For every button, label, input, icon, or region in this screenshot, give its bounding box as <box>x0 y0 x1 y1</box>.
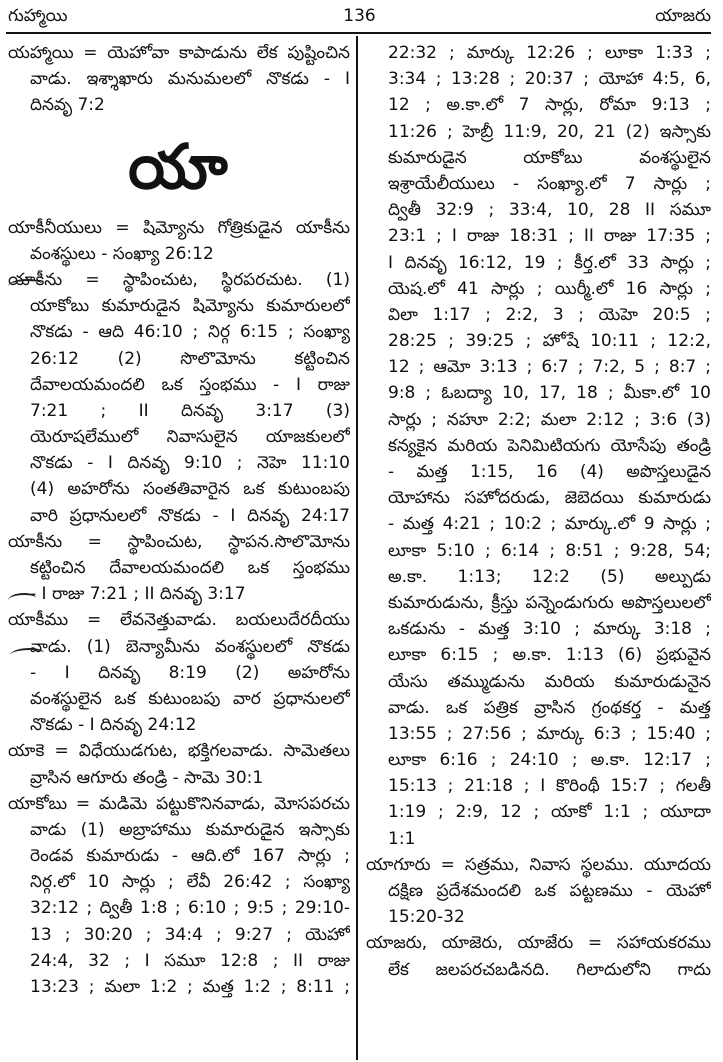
text-line: వాడు. ఒక పత్రిక వ్రాసిన గ్రంథకర్త - మత్త <box>388 697 711 718</box>
text-line: వాడు. ఇశ్శాఖారు మనుమలలో నొకడు - I <box>30 69 350 90</box>
pen-mark <box>8 593 36 605</box>
header-right-guideword: యాజరు <box>655 6 711 26</box>
text-line: 22:32 ; మార్కు 12:26 ; లూకా 1:33 ; <box>388 43 711 63</box>
text-line: యాజరు, యాజెరు, యాజేరు = సహాయకరము <box>366 933 711 954</box>
text-line: 13:55 ; 27:56 ; మార్కు 6:3 ; 15:40 ; <box>388 723 711 744</box>
text-line: - I దినవృ 8:19 (2) అహరోను <box>30 662 350 683</box>
text-line: దేవాలయమందలి ఒక స్తంభము - I రాజు <box>30 374 350 395</box>
text-line: వాడు (1) అబ్రాహాము కుమారుడైన ఇస్సాకు <box>30 819 350 840</box>
pen-mark <box>10 648 44 660</box>
left-column <box>8 40 350 1000</box>
text-line: యాకీనీయులు = షిమ్యోను గోత్రికుడైన యాకీను <box>8 217 350 238</box>
text-line: యెరూషలేములో నివాసులైన యాజకులలో <box>30 427 350 448</box>
text-line: 28:25 ; 39:25 ; హోషే 10:11 ; 12:2, <box>388 331 711 352</box>
text-line: 3:34 ; 13:28 ; 20:37 ; యోహా 4:5, 6, <box>388 69 711 90</box>
text-line: ద్వితీ 32:9 ; 33:4, 10, 28 II సమూ <box>388 200 711 221</box>
text-line: దినవృ 7:2 <box>30 95 105 116</box>
text-line: దక్షిణ ప్రదేశమందలి ఒక పట్టణము - యెహో <box>388 881 711 901</box>
text-line: 13 ; 30:20 ; 34:4 ; 9:27 ; యెహో <box>30 924 350 945</box>
text-line: 23:1 ; I రాజు 18:31 ; II రాజు 17:35 ; <box>388 226 711 247</box>
page-number: 136 <box>343 6 376 26</box>
text-line: యెష.లో 41 సార్లు ; యిర్మీ.లో 16 సార్లు ; <box>388 278 711 299</box>
text-line: లూకా 6:15 ; అ.కా. 1:13 (6) ప్రభువైన <box>388 645 711 666</box>
column-divider <box>356 36 358 1060</box>
text-line: ఇశ్రాయేలీయులు - సంఖ్యా.లో 7 సార్లు ; <box>388 173 711 194</box>
text-line: రెండవ కుమారుడు - ఆది.లో 167 సార్లు ; <box>30 846 350 867</box>
text-line: యాగూరు = సత్రము, నివాస స్థలము. యూదయ <box>366 854 711 875</box>
text-line: 1:1 <box>388 828 416 849</box>
text-line: వంశస్థులైన ఒక కుటుంబపు వార ప్రధానులలో <box>30 688 350 709</box>
text-line: వాడు. (1) బెన్యామీను వంశస్థులలో నొకడు <box>30 636 350 657</box>
text-line: ఒకడును - మత్త 3:10 ; మార్కు 3:18 ; <box>388 619 711 640</box>
header-rule <box>6 32 711 34</box>
text-line: విలా 1:17 ; 2:2, 3 ; యెహె 20:5 ; <box>388 304 711 325</box>
text-line: - మత్త 4:21 ; 10:2 ; మార్కు.లో 9 సార్లు ; <box>388 514 711 535</box>
text-line: I దినవృ 16:12, 19 ; కీర్త.లో 33 సార్లు ; <box>388 252 711 273</box>
text-line: 12 ; అ.కా.లో 7 సార్లు, రోమా 9:13 ; <box>388 95 711 116</box>
text-line: యేసు తమ్ముడును మరియ కుమారుడునైన <box>388 671 711 692</box>
pen-mark <box>8 279 42 291</box>
text-line: 12 ; ఆమో 3:13 ; 6:7 ; 7:2, 5 ; 8:7 ; <box>388 357 711 378</box>
text-line: 9:8 ; ఓబద్యా 10, 17, 18 ; మీకా.లో 10 <box>388 383 711 404</box>
text-line: 11:26 ; హెబ్రీ 11:9, 20, 21 (2) ఇస్సాకు <box>388 121 711 142</box>
text-line: 26:12 (2) సొలొమోను కట్టించిన <box>30 348 350 369</box>
text-line: 15:20-32 <box>388 907 465 928</box>
text-line: వారి ప్రధానులలో నొకడు - I దినవృ 24:17 <box>30 505 350 526</box>
text-line: అ.కా. 1:13; 12:2 (5) అల్పుడు <box>388 566 711 587</box>
text-line: 1:19 ; 2:9, 12 ; యాకో 1:1 ; యూదా <box>388 802 711 823</box>
text-line: కట్టించిన దేవాలయమందలి ఒక స్తంభము <box>30 558 350 578</box>
text-line: యాకీను = స్థాపించుట, స్థిరపరచుట. (1) <box>8 269 350 290</box>
text-line: కన్యకైన మరియ పెనిమిటియగు యోసేపు తండ్రి <box>388 435 711 456</box>
text-line: వంశస్థులు - సంఖ్యా 26:12 <box>30 243 214 264</box>
text-line: యాకీము = లేవనెత్తువాడు. బయలుదేరదీయు <box>8 610 350 631</box>
text-line: కుమారుడును, క్రీస్తు పన్నెండుగురు అపొస్తలులలో <box>388 592 711 613</box>
text-line: కుమారుడైన యాకోబు వంశస్థులైన <box>388 147 711 168</box>
text-line: నిర్గ.లో 10 సార్లు ; లేవీ 26:42 ; సంఖ్యా <box>30 872 350 893</box>
header-left-guideword: గుహ్మాయి <box>8 6 68 26</box>
text-line: లూకా 6:16 ; 24:10 ; అ.కా. 12:17 ; <box>388 750 711 771</box>
text-line: వ్రాసిన ఆగూరు తండ్రి - సామె 30:1 <box>30 767 264 788</box>
text-line: 7:21 ; II దినవృ 3:17 (3) <box>30 400 350 421</box>
text-line: యాకె = విధేయుడగుట, భక్తిగలవాడు. సామెతలు <box>8 741 350 762</box>
text-line: యహ్మాయి = యెహోవా కాపాడును లేక పుష్టించిన <box>8 43 350 63</box>
text-line: నొకడు - ఆది 46:10 ; నిర్గ 6:15 ; సంఖ్యా <box>30 322 350 343</box>
text-line: - మత్త 1:15, 16 (4) అపొస్తలుడైన <box>388 462 711 482</box>
text-line: సార్లు ; నహూ 2:2; మలా 2:12 ; 3:6 (3) <box>388 409 711 430</box>
text-line: యాకీను = స్థాపించుట, స్థాపన.సొలొమోను <box>8 531 350 552</box>
text-line: 13:23 ; మలా 1:2 ; మత్త 1:2 ; 8:11 ; <box>30 977 350 997</box>
text-line: యాకోబు కుమారుడైన షిమ్యోను కుమారులలో <box>30 296 350 317</box>
text-line: 24:4, 32 ; I సమూ 12:8 ; II రాజు <box>30 950 350 971</box>
text-line: నొకడు - I దినవృ 24:12 <box>30 715 197 736</box>
text-line: 32:12 ; ద్వితీ 1:8 ; 6:10 ; 9:5 ; 29:10- <box>30 898 350 919</box>
text-line: (4) అహరోను సంతతివారైన ఒక కుటుంబపు <box>30 479 350 500</box>
text-line: నొకడు - I దినవృ 9:10 ; నెహె 11:10 <box>30 453 350 474</box>
text-line: లూకా 5:10 ; 6:14 ; 8:51 ; 9:28, 54; <box>388 540 711 561</box>
text-line: లేక జలపరచబడినది. గిలాదులోని గాదు <box>388 959 711 980</box>
section-headword: యా <box>128 129 230 203</box>
page-header <box>8 4 711 30</box>
text-line: యోహాను సహోదరుడు, జెబెదయి కుమారుడు <box>388 488 711 509</box>
text-line: యాకోబు = మడిమె పట్టుకొనినవాడు, మోసపరచు <box>8 793 350 814</box>
right-column <box>366 40 711 983</box>
text-line: 15:13 ; 21:18 ; I కొరింథీ 15:7 ; గలతీ <box>388 776 711 797</box>
text-line: - I రాజు 7:21 ; II దినవృ 3:17 <box>30 584 246 605</box>
